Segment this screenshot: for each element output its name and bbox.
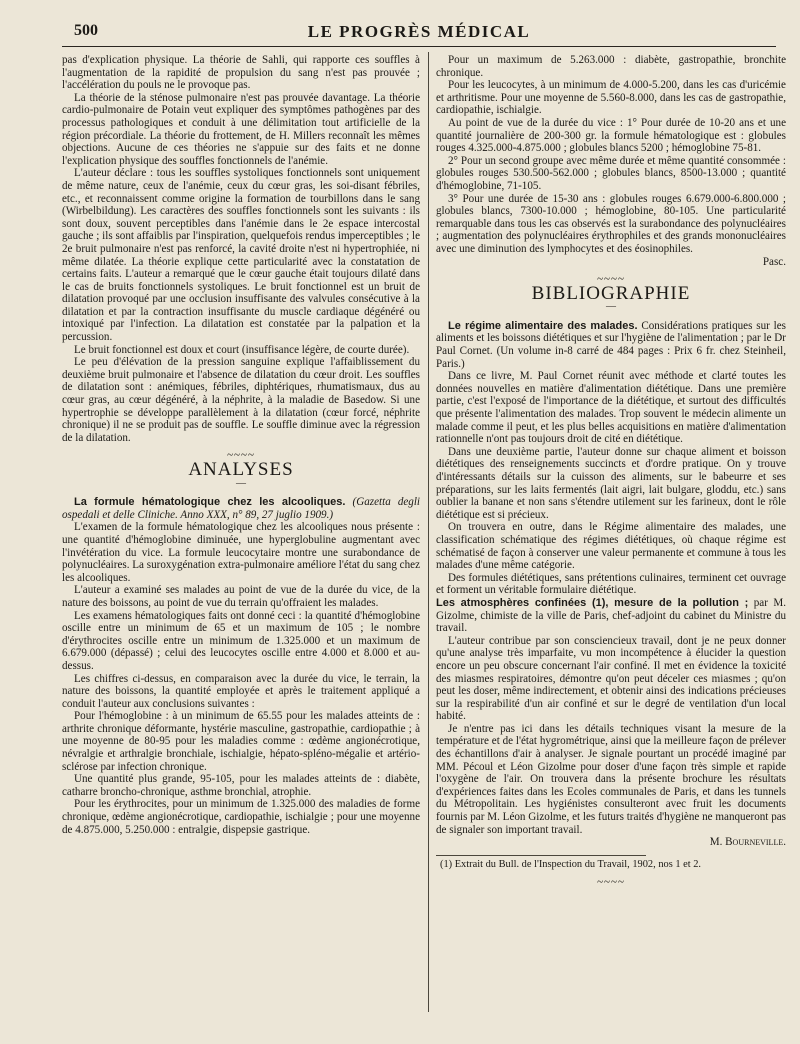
paragraph: Dans ce livre, M. Paul Cornet réunit avec méthode et clarté toutes les données nouvelles en matière d'alimentation diététique. Dans une première partie, c'est l'exposé de l'importance de la diététique, et surtout des difficultés que présente l'alimentation des malades. Trop souvent le médecin alimente un malade comme il peut, et les plus belles acquisitions en matière d'alimentation rationnelle n'ont pas toujours droit de cité en diététique. (436, 370, 786, 446)
article-title: La formule hématologique chez les alcooliques. (74, 496, 346, 509)
paragraph: L'auteur déclare : tous les souffles systoliques fonctionnels sont uniquement de même nature, ceux de l'anémie, ceux du cœur gras, les soi-disant fébriles, etc., et reconnaissent comme origine la formation de tourbillons dans le sang (Wirbelbildung). Les caractères des souffles fonctionnels sont les suivants : ils sont doux, souvent perceptibles dans l'anémie dans le 2e espace intercostal gauche ; ils sont affaiblis par l'inspiration, quelquefois rendus imperceptibles ; le 2e bruit pulmonaire n'est pas renforcé, la cavité droite n'est ni hypertrophiée, ni même dilatée. La théorie explique cette particularité avec la constatation de certains faits. L'auteur a remarqué que le cœur gauche était toujours dilaté dans le cas de bruits fonctionnels systoliques. Le bruit fonctionnel est un bruit de dilatation provoqué par une occlusion insuffisante des valvules consécutive à la dilatation et par la contraction insuffisante du muscle cardiaque dégénéré ou intoxiqué par l'infection. La dilatation est constatée par la palpation et la percussion. (62, 167, 420, 344)
section-ornament: ~~~~ (227, 449, 255, 462)
book-heading (436, 597, 786, 635)
paragraph: Les examens hématologiques faits ont donné ceci : la quantité d'hémoglobine oscille entre un minimum de 65 et un maximum de 105 ; le nombre d'érythrocites oscille entre un minimum de 1.325.000 et un maximum de 6.679.000 (dépassé) ; celui des leucocytes oscille entre 4.000 et 8.000 et au-dessus. (62, 609, 420, 672)
book-heading (436, 320, 786, 370)
paragraph: pas d'explication physique. La théorie de Sahli, qui rapporte ces souffles à l'augmentation de la rapidité de propulsion du sang n'est pas prouvée ; l'accélération du pouls ne le provoque pas. (62, 54, 420, 92)
section-ornament: ~~~~ (597, 876, 625, 889)
left-column (62, 54, 420, 836)
author-signature: Pasc. (762, 255, 786, 268)
book-reference: Considérations pratiques sur les aliments et les boissons diététiques et sur l'hygiène de l'alimentation ; par le Dr Paul Cornet. (Un volume in-8 carré de 484 pages : Prix 6 fr. chez Steinheil, Paris.) (436, 319, 786, 370)
paragraph: Une quantité plus grande, 95-105, pour les malades atteints de : diabète, catharre broncho-chronique, asthme bronchial, atrophie. (62, 773, 420, 798)
paragraph: On trouvera en outre, dans le Régime alimentaire des malades, une classification schématique des régimes diététiques, où chaque régime est schématisé de façon à conserver une valeur permanente et commune à tous les malades d'une même catégorie. (436, 521, 786, 572)
paragraph: Pour un maximum de 5.263.000 : diabète, gastropathie, bronchite chronique. (436, 54, 786, 79)
paragraph: L'examen de la formule hématologique chez les alcooliques nous présente : une quantité d'hémoglobine diminuée, une hyperglobuline augmentant avec l'invétération du vice. La formule leucocytaire montre une surabondance de polynucléaires. La suroxygénation extra-pulmonaire améliore l'état du sang chez les alcooliques. (62, 521, 420, 584)
paragraph: Pour les érythrocites, pour un minimum de 1.325.000 des maladies de forme chronique, œdème angionécrotique, cardiopathie, ischialgie ; pour une moyenne de 4.875.000, 5.250.000 : entralgie, dispepsie gastrique. (62, 798, 420, 836)
title-dash: — (236, 477, 246, 489)
paragraph: Je n'entre pas ici dans les détails techniques visant la mesure de la température et de l'état hygrométrique, ainsi que la meilleure façon de prélever des échantillons d'air à analyser. Je signale pourtant un procédé imaginé par MM. Pécoul et Léon Gizolme pour doser d'une façon très simple et rapide l'oxygène de l'air. On trouvera dans la présente brochure les résultats d'expériences faites dans les Ecoles communales de Paris, et dans les tunnels du Métropolitain. Les hygiénistes consulteront avec fruit les documents fournis par M. Léon Gizolme, et les futurs traités d'hygiène ne manqueront pas de signaler son important travail. (436, 722, 786, 836)
paragraph: Au point de vue de la durée du vice : 1° Pour durée de 10-20 ans et une quantité journalière de 200-300 gr. la formule hématologique est : globules rouges 4.325.000-4.875.000 ; globules blancs 5200 ; hémoglobine 75-81. (436, 116, 786, 155)
section-title-analyses: ANALYSES (188, 459, 294, 480)
right-column (436, 54, 786, 890)
paragraph: Dans une deuxième partie, l'auteur donne sur chaque aliment et boisson diététiques des renseignements succincts et d'ordre pratique. On y trouve d'intéressants détails sur la cuisson des aliments, sur le babeurre et ses préparations, sur les laits fermentés (lait aigri, lait bulgare, gloddu, etc.) sans oublier la banane et non sans s'étendre utilement sur les farineux, dont le rôle diététique est si précieux. (436, 445, 786, 521)
paragraph: La théorie de la sténose pulmonaire n'est pas prouvée davantage. La théorie cardio-pulmonaire de Potain veut expliquer des symptômes pathogènes par des processus pathologiques et conduit à une délimitation tout artificielle de la région précordiale. La théorie du frottement, de H. Millers reconnaît les mêmes objections. Aucune de ces théories ne s'appuie sur des faits et ne donne l'explication physique des souffles fonctionnels de l'anémie. (62, 91, 420, 167)
book-reference: par M. Gizolme, chimiste de la ville de Paris, chef-adjoint du cabinet du Ministre du travail. (436, 596, 786, 635)
paragraph: Pour les leucocytes, à un minimum de 4.000-5.200, dans les cas d'uricémie et arthritisme. Pour une moyenne de 5.560-8.000, dans les cas de gastropathie, cardiopathie, ischialgie. (436, 79, 786, 117)
book-title: Le régime alimentaire des malades. (448, 319, 638, 332)
article-heading (62, 496, 420, 521)
footnote: (1) Extrait du Bull. de l'Inspection du Travail, 1902, nos 1 et 2. (440, 858, 702, 870)
column-divider (428, 52, 429, 1012)
paragraph: 3° Pour une durée de 15-30 ans : globules rouges 6.679.000-6.800.000 ; globules blancs, 7300-10.000 ; hémoglobine, 80-105. Une particularité remarquable dans tous les cas observés est la surabondance des polynucléaires ; augmentation des polynucléaires érythrophiles et des grands mononucléaires avec une diminution des lymphocytes et des éosinophiles. (436, 192, 786, 255)
book-title: Les atmosphères confinées (1), mesure de la pollution ; (436, 596, 749, 609)
page-header (62, 20, 776, 47)
journal-title: LE PROGRÈS MÉDICAL (307, 22, 531, 41)
paragraph: L'auteur a examiné ses malades au point de vue de la durée du vice, de la nature des boissons, au point de vue du terrain qu'offraient les malades. (62, 584, 420, 609)
footnote-rule (436, 855, 646, 856)
paragraph: Pour l'hémoglobine : à un minimum de 65.55 pour les malades atteints de : arthrite chronique déformante, hystérie masculine, gastropathie, cardiopathie ; à une moyenne de 80-95 pour les maladies comme : œdème angionécrotique, névralgie et arthralgie bronchiale, ischialgie, hépato-spléno-mégalie et artério-sclérose par infection chronique. (62, 710, 420, 773)
paragraph: Le bruit fonctionnel est doux et court (insuffisance légère, de courte durée). (74, 343, 410, 356)
paragraph: Des formules diététiques, sans prétentions culinaires, terminent cet ouvrage et forment un véritable formulaire diététique. (436, 571, 786, 597)
section-title-bibliographie: BIBLIOGRAPHIE (531, 282, 691, 304)
title-dash: — (606, 301, 616, 313)
paragraph: Le peu d'élévation de la pression sanguine explique l'affaiblissement du deuxième bruit pulmonaire et l'absence de dilatation du cœur droit. Les souffles de dilatation sont : anémiques, fébriles, diphtériques, rhumatismaux, dus au cœur gras, au cœur dégénéré, à la néphrite, à la maladie de Basedow. Si une hypertrophie se développe parallèlement à la dilatation (cœur forcé, néphrite chronique) il ne se produit pas de souffle. Le souffle diminue avec la régression de la dilatation. (62, 356, 420, 444)
author-signature: M. Bourneville. (709, 836, 786, 849)
page-number: 500 (74, 22, 98, 39)
paragraph: 2° Pour un second groupe avec même durée et même quantité consommée : globules rouges 530.500-562.000 ; globules blancs, 8500-13.000 ; quantité d'hémoglobine, 71-105. (436, 154, 786, 192)
paragraph: Les chiffres ci-dessus, en comparaison avec la durée du vice, le terrain, la nature des boissons, la quantité employée et après le traitement appliqué a conduit l'auteur aux conclusions suivantes : (62, 672, 420, 710)
paragraph: L'auteur contribue par son consciencieux travail, dont je ne peux donner qu'une analyse très imparfaite, vu mon incompétence à élucider la question encore un peu obscure concernant l'air confiné. Il met en évidence la toxicité des miasmes respiratoires, démontre qu'on peut déceler ces miasmes ; qu'on peut les doser, même indirectement, et obtenir ainsi des indications précieuses sur la respirabilité d'un air confiné et sur le degré de ventilation d'un local habité. (436, 634, 786, 723)
section-ornament: ~~~~ (597, 273, 625, 286)
article-source: (Gazetta degli ospedali et delle Cliniche. Anno XXX, n° 89, 27 juglio 1909.) (62, 496, 421, 521)
